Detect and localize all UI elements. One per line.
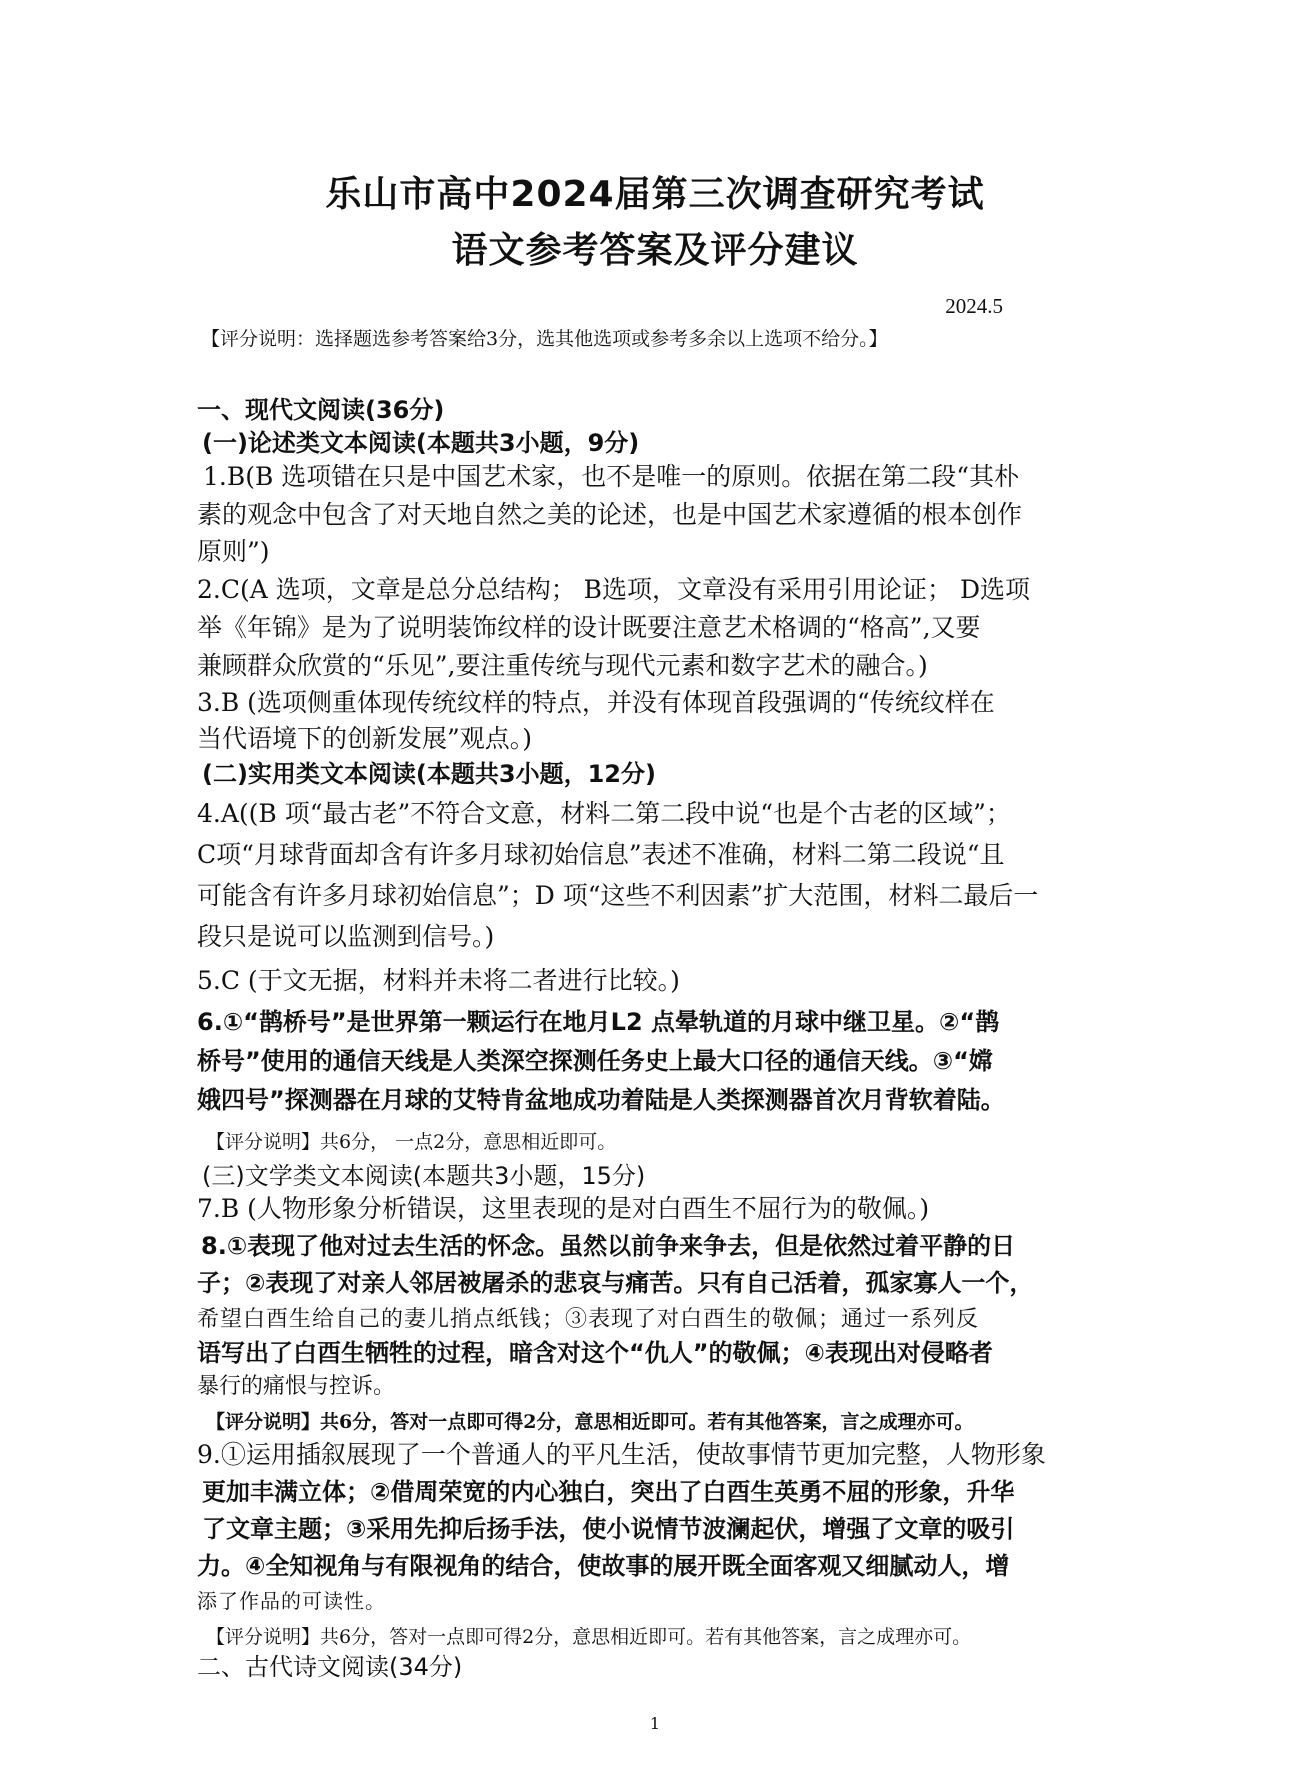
answer-line: 更加丰满立体；②借周荣宽的内心独白，突出了白酉生英勇不屈的形象，升华	[202, 1478, 1015, 1506]
answer-line: 可能含有许多月球初始信息”；D 项“这些不利因素”扩大范围，材料二最后一	[197, 881, 1039, 910]
answer-line: C项“月球背面却含有许多月球初始信息”表述不准确，材料二第二段说“且	[197, 840, 1005, 869]
scoring-note: 【评分说明】共6分， 一点2分，意思相近即可。	[206, 1131, 617, 1153]
answer-line: 7.B (人物形象分析错误，这里表现的是对白酉生不屈行为的敬佩。)	[197, 1194, 930, 1223]
subsection-argumentative: (一)论述类文本阅读(本题共3小题，9分)	[202, 429, 640, 457]
exam-title: 乐山市高中2024届第三次调查研究考试	[325, 174, 985, 215]
answer-line: 9.①运用插叙展现了一个普通人的平凡生活，使故事情节更加完整，人物形象	[197, 1440, 1046, 1469]
answer-line: 素的观念中包含了对天地自然之美的论述，也是中国艺术家遵循的根本创作	[197, 500, 1023, 529]
answer-line: 4.A((B 项“最古老”不符合文意，材料二第二段中说“也是个古老的区域”；	[197, 799, 1011, 828]
subsection-literary: (三)文学类文本阅读(本题共3小题，15分)	[202, 1162, 646, 1190]
answer-line: 3.B (选项侧重体现传统纹样的特点，并没有体现首段强调的“传统纹样在	[197, 688, 995, 717]
answer-line: 娥四号”探测器在月球的艾特肯盆地成功着陆是人类探测器首次月背软着陆。	[197, 1086, 1005, 1114]
exam-date: 2024.5	[945, 294, 1003, 318]
answer-line: 8.①表现了他对过去生活的怀念。虽然以前争来争去，但是依然过着平静的日	[201, 1232, 1016, 1260]
answer-line: 5.C (于文无据，材料并未将二者进行比较。)	[197, 966, 680, 995]
answer-line: 暴行的痛恨与控诉。	[197, 1374, 396, 1399]
answer-line: 6.①“鹊桥号”是世界第一颗运行在地月L2 点晕轨道的月球中继卫星。②“鹊	[197, 1008, 1000, 1036]
answer-line: 段只是说可以监测到信号。)	[197, 922, 495, 951]
scoring-note: 【评分说明：选择题选参考答案给3分，选其他选项或参考多余以上选项不给分。】	[201, 328, 888, 350]
section-ancient-reading: 二、古代诗文阅读(34分)	[197, 1653, 463, 1681]
answer-line: 子；②表现了对亲人邻居被屠杀的悲哀与痛苦。只有自己活着，孤家寡人一个，	[197, 1269, 1034, 1297]
answer-line: 当代语境下的创新发展”观点。)	[197, 724, 533, 753]
subsection-practical: (二)实用类文本阅读(本题共3小题，12分)	[202, 760, 656, 788]
answer-line: 2.C(A 选项，文章是总分总结构； B选项，文章没有采用引用论证； D选项	[197, 575, 1031, 604]
answer-line: 希望白酉生给自己的妻儿捎点纸钱；③表现了对白酉生的敬佩；通过一系列反	[197, 1307, 980, 1332]
answer-line: 举《年锦》是为了说明装饰纹样的设计既要注意艺术格调的“格高”,又要	[197, 613, 981, 642]
answer-line: 语写出了白酉生牺牲的过程，暗含对这个“仇人”的敬佩；④表现出对侵略者	[197, 1339, 993, 1367]
answer-line: 原则”)	[197, 537, 270, 566]
answer-line: 兼顾群众欣赏的“乐见”,要注重传统与现代元素和数字艺术的融合。)	[197, 651, 928, 680]
answer-line: 了文章主题；③采用先抑后扬手法，使小说情节波澜起伏，增强了文章的吸引	[202, 1515, 1015, 1543]
answer-line: 添了作品的可读性。	[197, 1589, 386, 1613]
section-modern-reading: 一、现代文阅读(36分)	[197, 396, 445, 424]
answer-line: 力。④全知视角与有限视角的结合，使故事的展开既全面客观又细腻动人，增	[197, 1552, 1010, 1580]
page-number: 1	[649, 1714, 661, 1733]
answer-line: 1.B(B 选项错在只是中国艺术家，也不是唯一的原则。依据在第二段“其朴	[203, 462, 1020, 491]
exam-subtitle: 语文参考答案及评分建议	[451, 230, 859, 271]
scoring-note: 【评分说明】共6分，答对一点即可得2分，意思相近即可。若有其他答案，言之成理亦可。	[206, 1626, 972, 1648]
answer-line: 桥号”使用的通信天线是人类深空探测任务史上最大口径的通信天线。③“嫦	[197, 1047, 993, 1075]
scoring-note: 【评分说明】共6分，答对一点即可得2分，意思相近即可。若有其他答案，言之成理亦可。	[206, 1411, 974, 1433]
